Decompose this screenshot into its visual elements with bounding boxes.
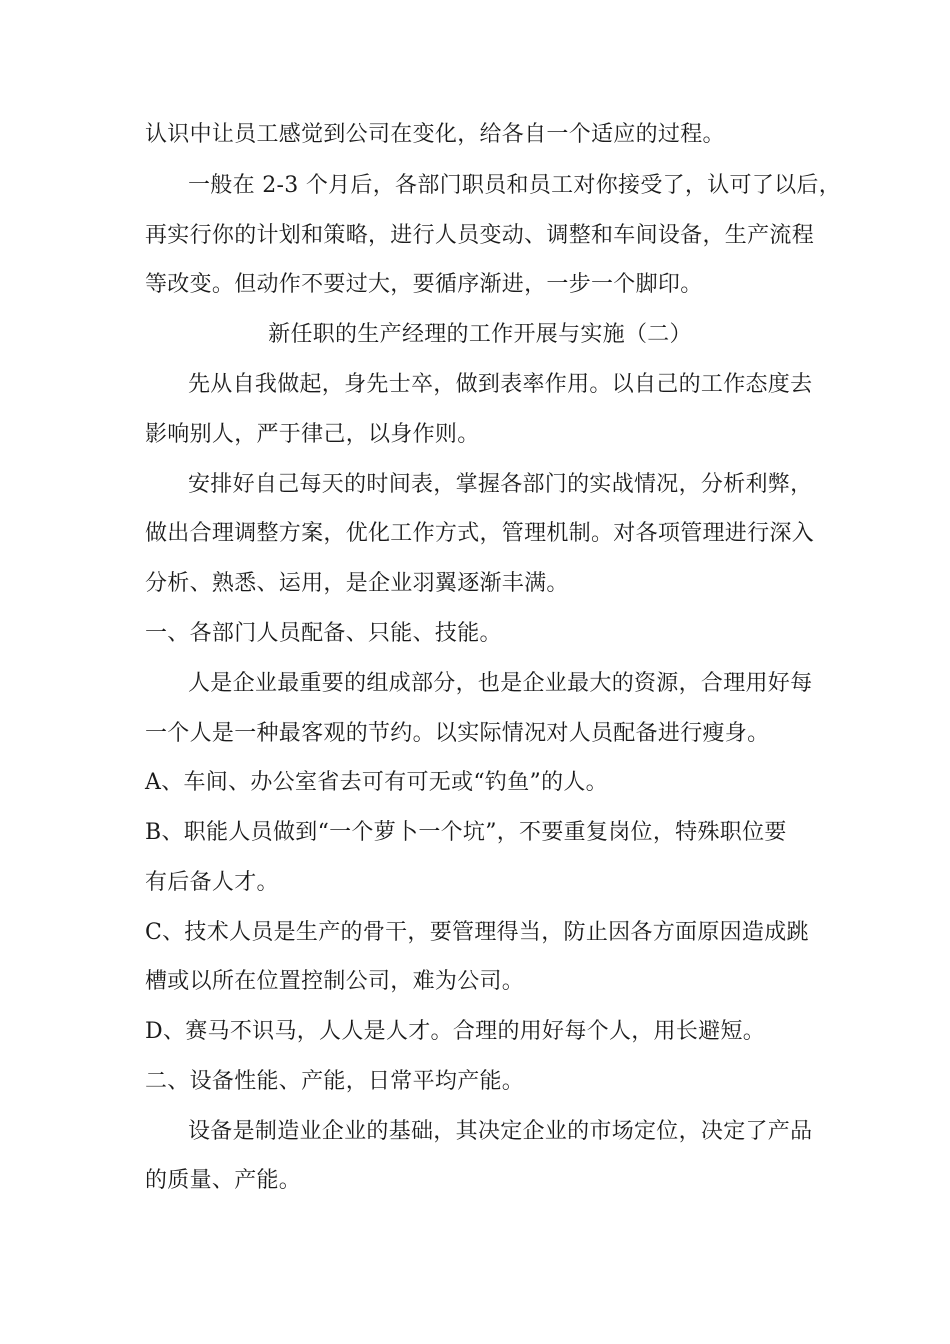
list-item-continuation: 有后备人才。 [145, 870, 279, 895]
paragraph-line: 做出合理调整方案，优化工作方式，管理机制。对各项管理进行深入 [145, 521, 815, 546]
paragraph-line: 影响别人，严于律己，以身作则。 [145, 422, 480, 447]
paragraph-line: 等改变。但动作不要过大，要循序渐进，一步一个脚印。 [145, 272, 703, 297]
section-heading: 新任职的生产经理的工作开展与实施（二） [268, 322, 692, 347]
list-heading: 一、各部门人员配备、只能、技能。 [145, 621, 502, 646]
paragraph-line: 认识中让员工感觉到公司在变化，给各自一个适应的过程。 [145, 122, 725, 147]
paragraph-line: 安排好自己每天的时间表，掌握各部门的实战情况，分析利弊， [188, 472, 813, 497]
list-heading: 二、设备性能、产能，日常平均产能。 [145, 1069, 525, 1094]
paragraph-line: 设备是制造业企业的基础，其决定企业的市场定位，决定了产品 [188, 1119, 813, 1144]
paragraph-line: 一般在 2-3 个月后，各部门职员和员工对你接受了，认可了以后， [188, 173, 842, 198]
list-item: D、赛马不识马，人人是人才。合理的用好每个人，用长避短。 [145, 1019, 766, 1044]
list-item-continuation: 槽或以所在位置控制公司，难为公司。 [145, 969, 525, 994]
paragraph-line: 一个人是一种最客观的节约。以实际情况对人员配备进行瘦身。 [145, 721, 770, 746]
paragraph-line: 人是企业最重要的组成部分，也是企业最大的资源，合理用好每 [188, 671, 813, 696]
list-item: A、车间、办公室省去可有可无或“钓鱼”的人。 [145, 770, 608, 795]
list-item: B、职能人员做到“一个萝卜一个坑”，不要重复岗位，特殊职位要 [145, 820, 787, 845]
list-item: C、技术人员是生产的骨干，要管理得当，防止因各方面原因造成跳 [145, 920, 809, 945]
paragraph-line: 的质量、产能。 [145, 1168, 302, 1193]
paragraph-line: 先从自我做起，身先士卒，做到表率作用。以自己的工作态度去 [188, 372, 813, 397]
paragraph-line: 分析、熟悉、运用，是企业羽翼逐渐丰满。 [145, 571, 569, 596]
paragraph-line: 再实行你的计划和策略，进行人员变动、调整和车间设备，生产流程 [145, 223, 815, 248]
